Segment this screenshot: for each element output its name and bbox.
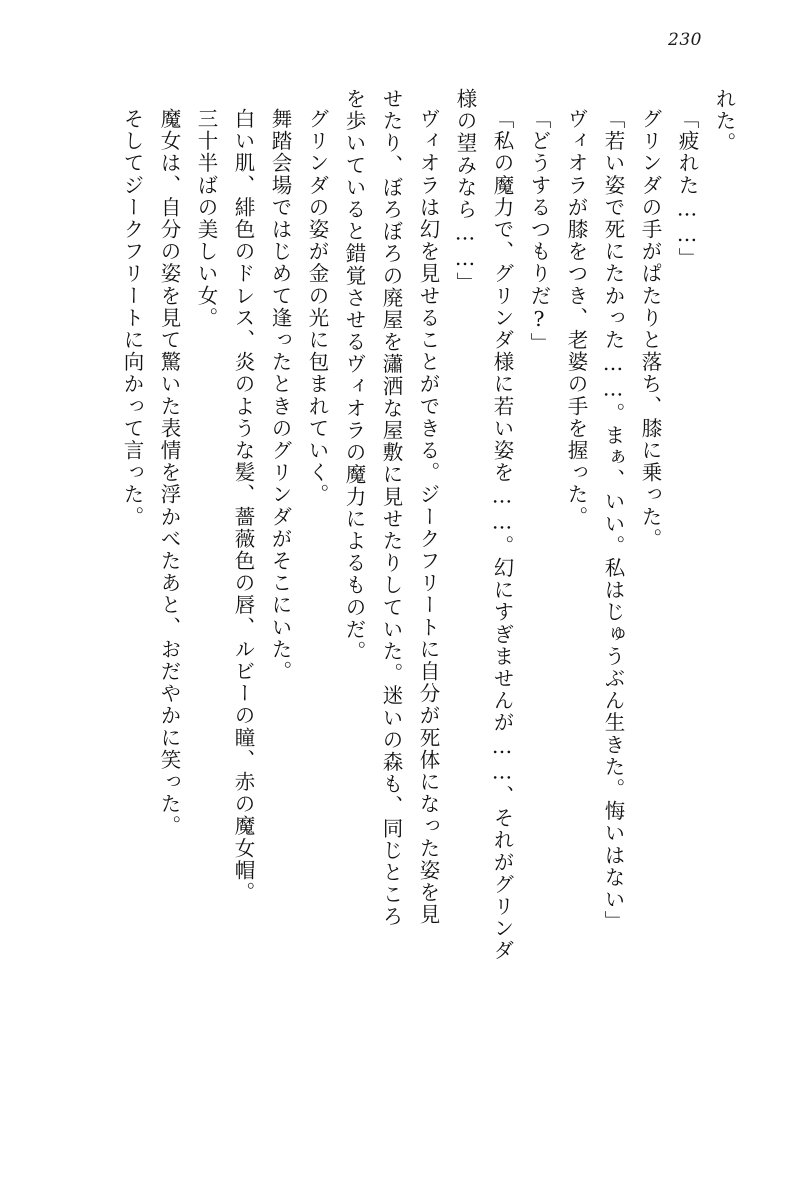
- text-column: 「疲れた……」: [675, 108, 699, 270]
- text-column: そしてジークフリートに向かって言った。: [120, 108, 144, 528]
- text-column: 様の望みなら……」: [453, 88, 477, 294]
- text-column: ヴィオラは幻を見せることができる。ジークフリートに自分が死体になった姿を見: [416, 108, 440, 926]
- text-column: 白い肌、緋色のドレス、炎のような髪、薔薇色の唇、ルビーの瞳、赤の魔女帽。: [231, 108, 255, 904]
- text-column: れた。: [712, 88, 736, 155]
- text-column: 「若い姿で死にたかった……。まぁ、いい。私はじゅうぶん生きた。悔いはない」: [601, 108, 625, 933]
- text-column: 魔女は、自分の姿を見て驚いた表情を浮かべたあと、おだやかに笑った。: [157, 108, 181, 838]
- text-column: グリンダの手がぱたりと落ち、膝に乗った。: [638, 108, 662, 550]
- text-column: グリンダの姿が金の光に包まれていく。: [305, 108, 329, 506]
- text-column: 「どうするつもりだ?」: [527, 108, 551, 355]
- text-column: せたり、ぼろぼろの廃屋を瀟洒な屋敷に見せたりしていた。迷いの森も、同じところ: [379, 88, 403, 928]
- text-column: 「私の魔力で、グリンダ様に若い姿を……。幻にすぎませんが……、それがグリンダ: [490, 108, 514, 962]
- text-column: 舞踏会場ではじめて逢ったときのグリンダがそこにいた。: [268, 108, 292, 683]
- text-column: を歩いていると錯覚させるヴィオラの魔力によるものだ。: [342, 88, 366, 663]
- page-number: 230: [668, 30, 702, 50]
- text-column: ヴィオラが膝をつき、老婆の手を握った。: [564, 108, 588, 528]
- text-column: 三十半ばの美しい女。: [194, 108, 218, 329]
- novel-page-text: [58, 88, 734, 1128]
